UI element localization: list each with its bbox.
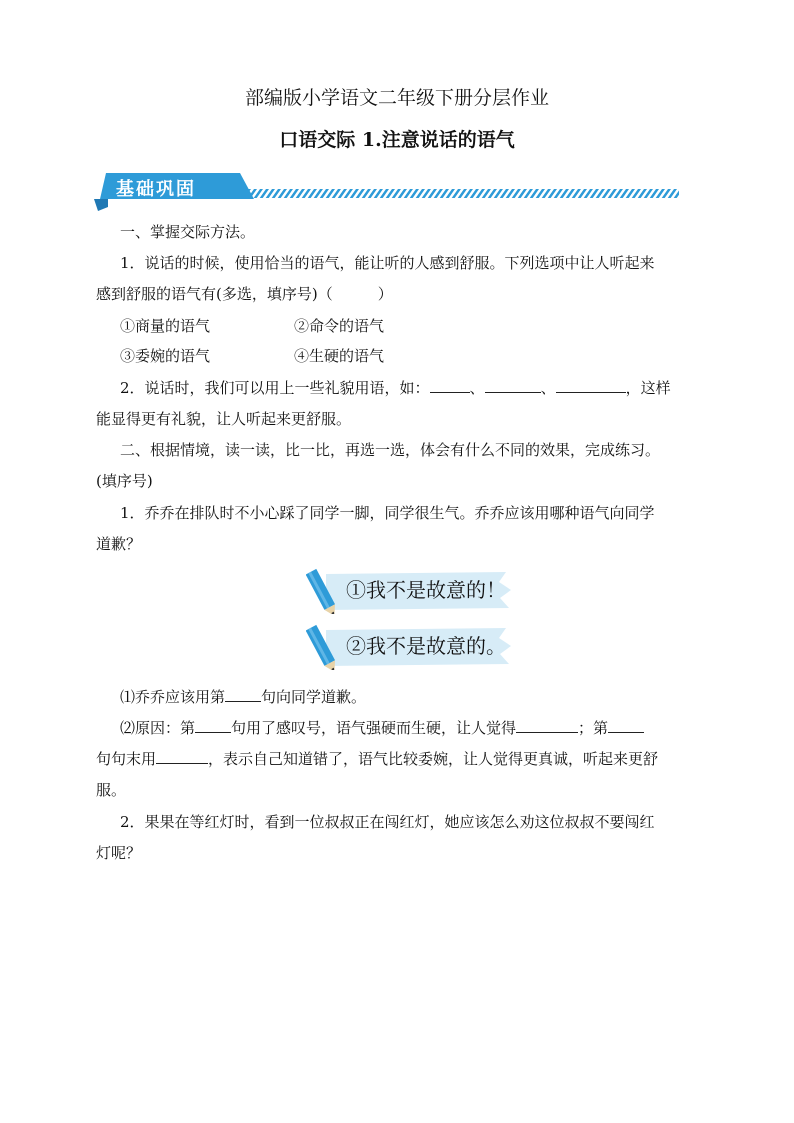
sub2-text-a: ⑵原因：第 xyxy=(120,719,196,737)
ribbon-option-2 xyxy=(306,624,516,670)
section-label: 基础巩固 xyxy=(116,179,196,200)
part2-q1-line1: 1．乔乔在排队时不小心踩了同学一脚，同学很生气。乔乔应该用哪种语气向同学 xyxy=(120,504,655,522)
option-4: ④生硬的语气 xyxy=(294,347,385,365)
part2-heading-line2: (填序号) xyxy=(96,472,153,490)
part2-heading-line1: 二、根据情境，读一读，比一比，再选一选，体会有什么不同的效果，完成练习。 xyxy=(120,441,661,459)
part1-q2-text-b: ，这样 xyxy=(625,379,671,397)
sub2-line2-text-a: 句句末用 xyxy=(96,750,157,768)
answer-blank[interactable] xyxy=(225,687,261,702)
ribbon-text: ②我不是故意的。 xyxy=(346,634,506,658)
sub2-text-b: 句用了感叹号，语气强硬而生硬，让人觉得 xyxy=(231,719,517,737)
answer-blank[interactable] xyxy=(156,749,208,764)
answer-blank[interactable] xyxy=(485,378,541,393)
part2-sub2-line2 xyxy=(96,749,658,769)
part1-q1-line2: 感到舒服的语气有(多选，填序号)（ ） xyxy=(96,285,393,303)
part2-sub1 xyxy=(120,687,366,707)
part2-q2-line2: 灯呢？ xyxy=(96,844,142,862)
answer-blank[interactable] xyxy=(195,718,231,733)
part1-q2-line1 xyxy=(120,378,671,398)
part1-q1-line1: 1．说话的时候，使用恰当的语气，能让听的人感到舒服。下列选项中让人听起来 xyxy=(120,254,655,272)
separator: 、 xyxy=(540,379,556,397)
option-3: ③委婉的语气 xyxy=(120,347,211,365)
document-title: 部编版小学语文二年级下册分层作业 xyxy=(244,87,549,109)
part2-q2-line1: 2．果果在等红灯时，看到一位叔叔正在闯红灯，她应该怎么劝这位叔叔不要闯红 xyxy=(120,813,655,831)
part2-sub2-line1 xyxy=(120,718,644,738)
sub2-line2-text-b: ，表示自己知道错了，语气比较委婉，让人觉得更真诚，听起来更舒 xyxy=(208,750,659,768)
option-2: ②命令的语气 xyxy=(294,317,385,335)
section-banner xyxy=(94,169,684,213)
answer-blank[interactable] xyxy=(556,378,626,393)
part2-q1-line2: 道歉？ xyxy=(96,535,142,553)
answer-blank[interactable] xyxy=(430,378,470,393)
sub1-text-b: 句向同学道歉。 xyxy=(261,688,367,706)
part2-sub2-line3: 服。 xyxy=(96,781,127,799)
document-subtitle: 口语交际 1.注意说话的语气 xyxy=(279,129,515,151)
answer-blank[interactable] xyxy=(516,718,578,733)
separator: 、 xyxy=(469,379,485,397)
answer-blank[interactable] xyxy=(608,718,644,733)
part1-q2-text-a: 2．说话时，我们可以用上一些礼貌用语，如： xyxy=(120,379,430,397)
ribbon-text: ①我不是故意的！ xyxy=(346,578,506,602)
part1-heading: 一、掌握交际方法。 xyxy=(120,223,256,241)
option-1: ①商量的语气 xyxy=(120,317,211,335)
sub1-text-a: ⑴乔乔应该用第 xyxy=(120,688,226,706)
sub2-text-c: ；第 xyxy=(578,719,609,737)
ribbon-option-1 xyxy=(306,568,516,614)
part1-q2-line2: 能显得更有礼貌，让人听起来更舒服。 xyxy=(96,410,352,428)
